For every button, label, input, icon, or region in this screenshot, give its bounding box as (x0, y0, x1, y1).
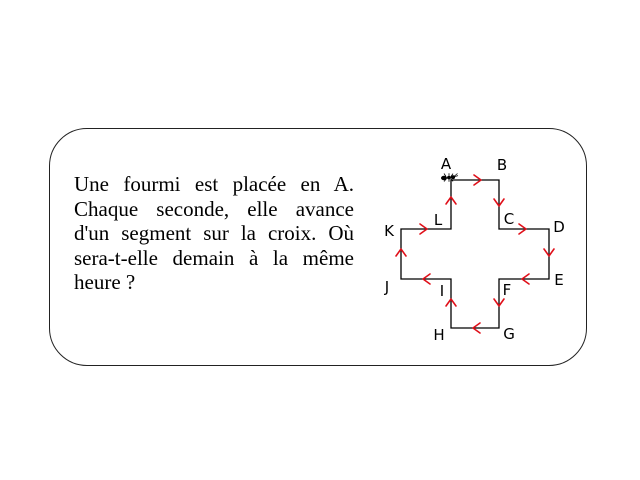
label-j: J (384, 278, 390, 296)
label-c: C (503, 210, 515, 228)
label-d: D (553, 218, 565, 236)
label-g: G (503, 325, 515, 343)
label-k: K (384, 222, 394, 240)
label-l: L (433, 211, 443, 229)
label-h: H (433, 326, 445, 344)
label-i: I (439, 282, 445, 300)
cross-path-diagram (370, 145, 580, 350)
label-b: B (496, 156, 508, 174)
label-a: A (440, 155, 452, 173)
label-e: E (554, 271, 564, 289)
label-f: F (502, 281, 512, 299)
problem-statement: Une fourmi est placée en A. Chaque seconde, elle avance d'un segment sur la croix. Où sera-t-elle demain à la même heure ? (74, 172, 354, 294)
direction-arrows (396, 175, 554, 333)
cross-outline (401, 180, 549, 328)
